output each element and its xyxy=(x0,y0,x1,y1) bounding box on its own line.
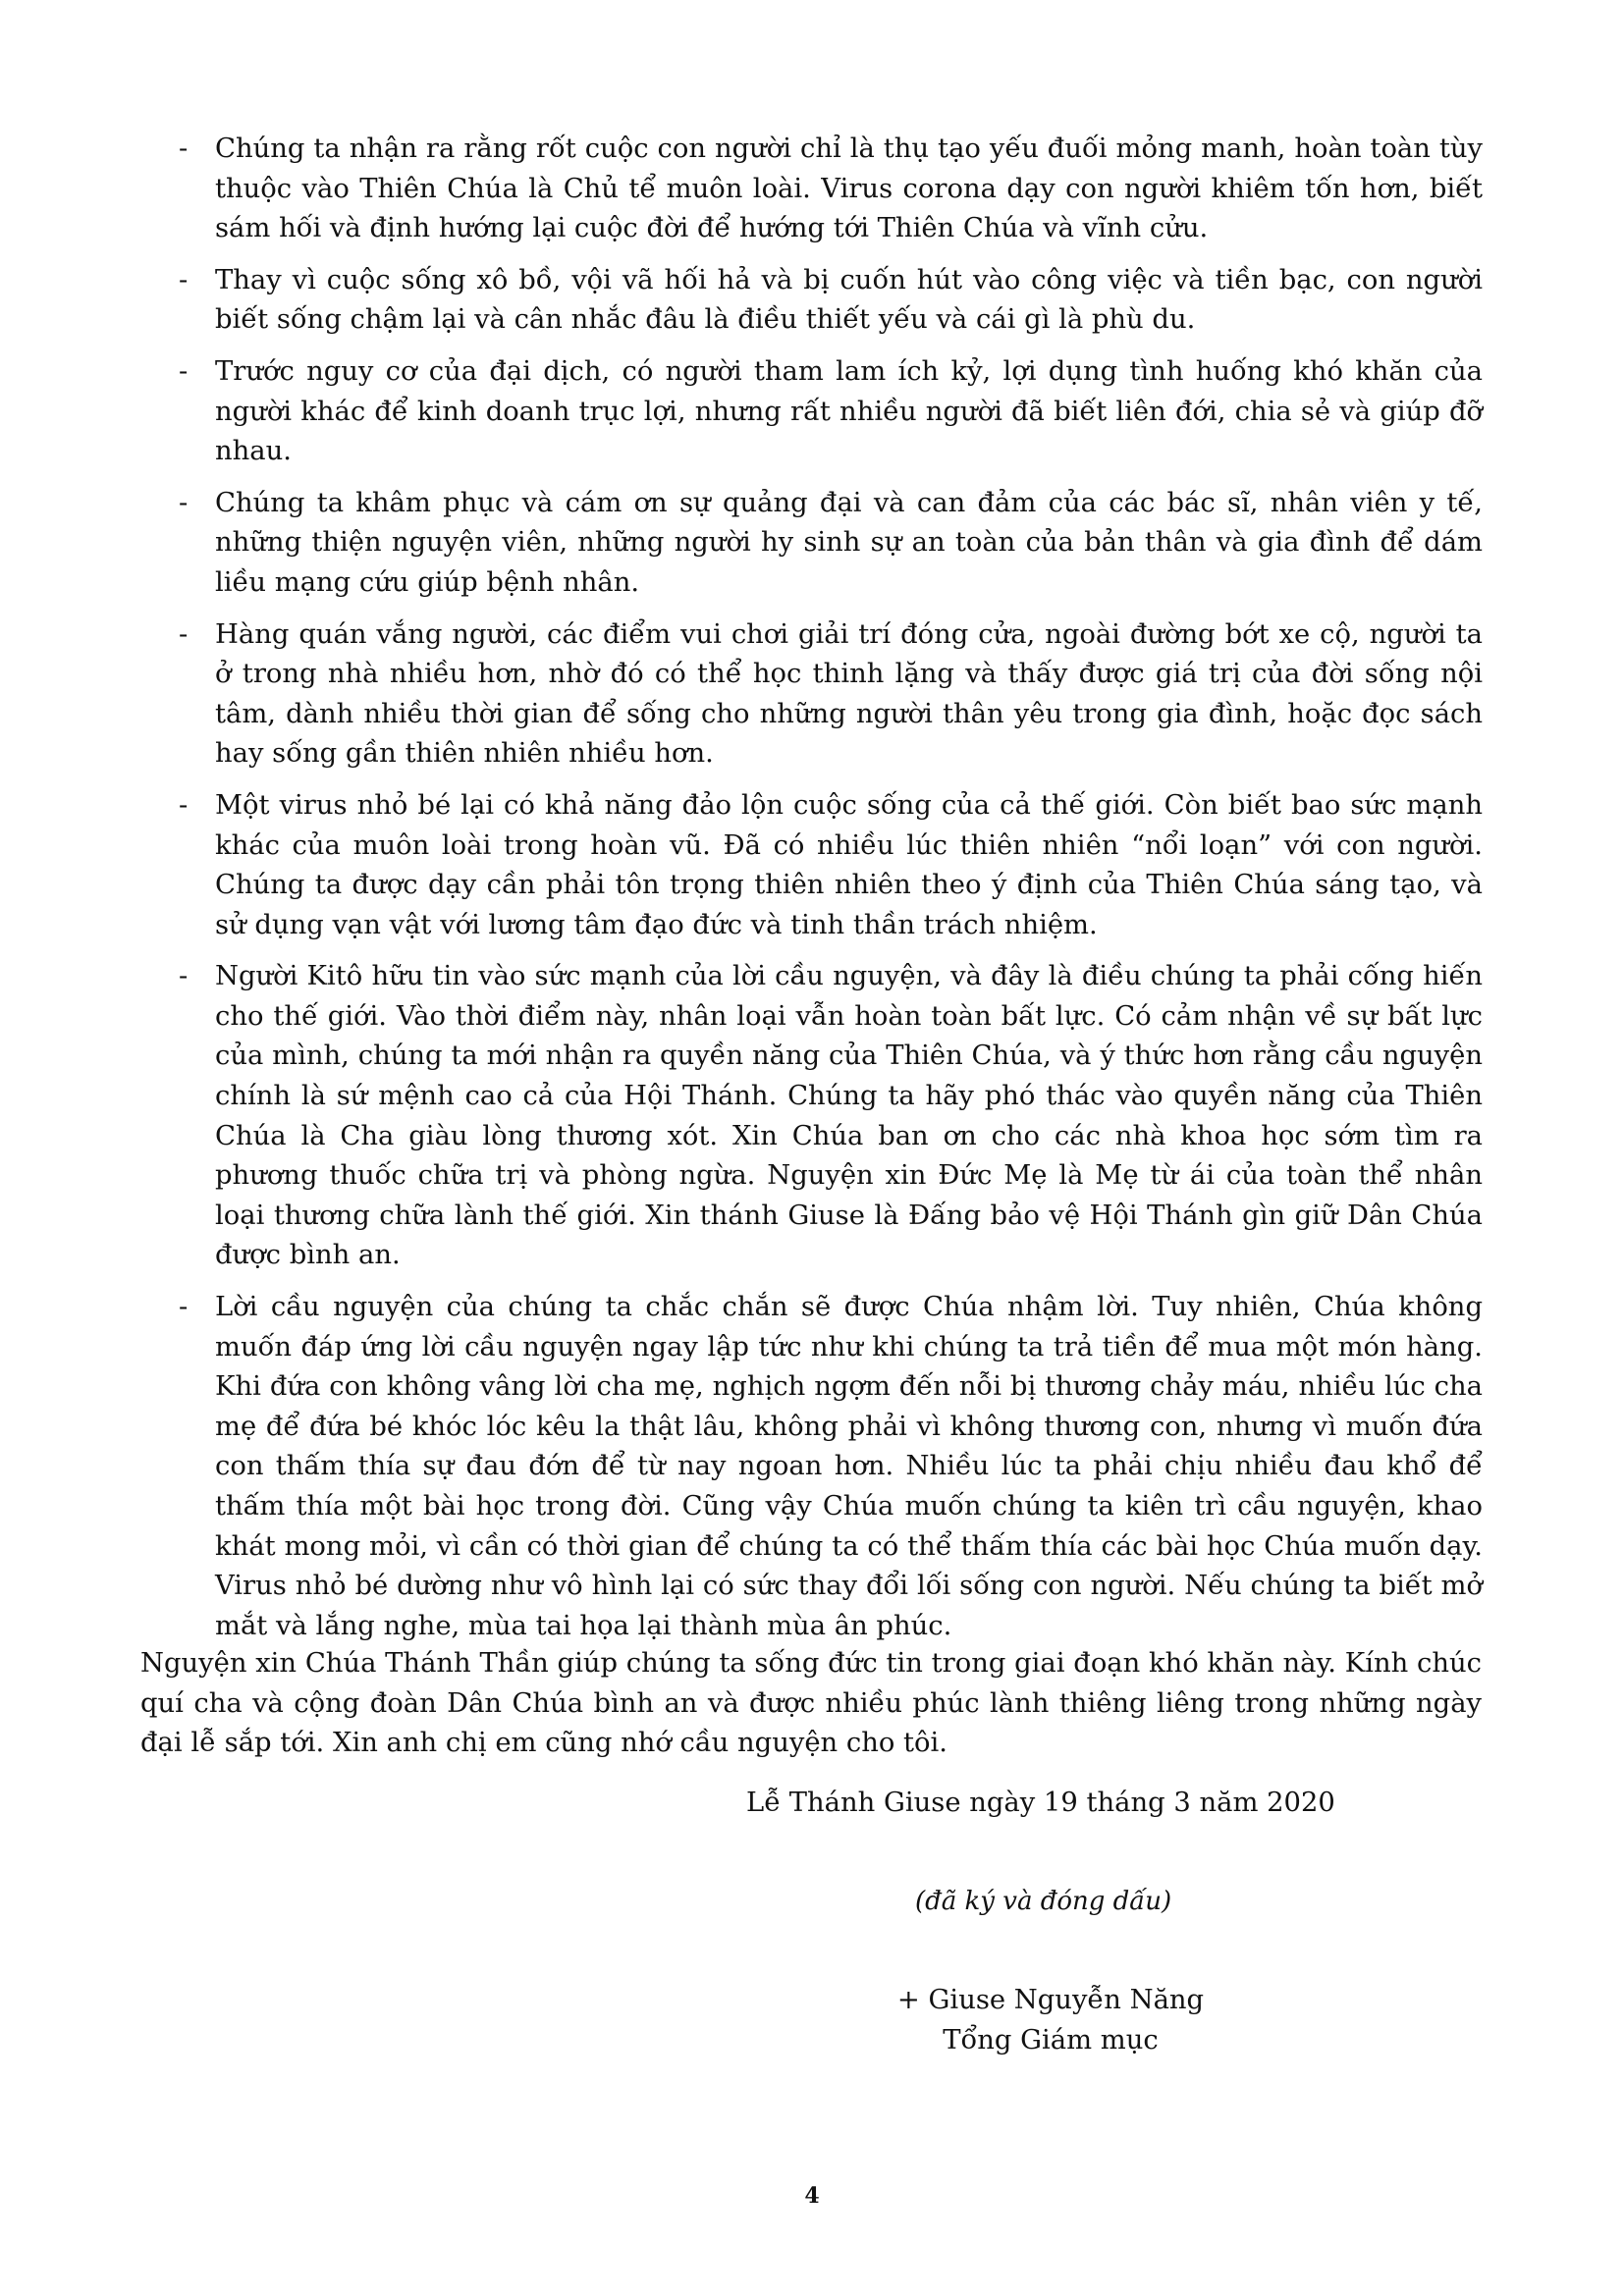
bullet-list xyxy=(169,130,1483,1658)
bullet-text: Chúng ta khâm phục và cám ơn sự quảng đại và can đảm của các bác sĩ, nhân viên y tế, những thiện nguyện viên, những người hy sinh sự an toàn của bản thân và gia đình để dám liều mạng cứu giúp bệnh nhân. xyxy=(215,487,1483,598)
bullet-dash: - xyxy=(179,1292,189,1323)
bullet-text: Lời cầu nguyện của chúng ta chắc chắn sẽ được Chúa nhậm lời. Tuy nhiên, Chúa không muốn đáp ứng lời cầu nguyện ngay lập tức như khi chúng ta trả tiền để mua một món hàng. Khi đứa con không vâng lời cha mẹ, nghịch ngợm đến nỗi bị thương chảy máu, nhiều lúc cha mẹ để đứa bé khóc lóc kêu la thật lâu, không phải vì không thương con, nhưng vì muốn đứa con thấm thía sự đau đớn để từ nay ngoan hơn. Nhiều lúc ta phải chịu nhiều đau khổ để thấm thía một bài học trong đời. Cũng vậy Chúa muốn chúng ta kiên trì cầu nguyện, khao khát mong mỏi, vì cần có thời gian để chúng ta có thể thấm thía các bài học Chúa muốn dạy. Virus nhỏ bé dường như vô hình lại có sức thay đổi lối sống con người. Nếu chúng ta biết mở mắt và lắng nghe, mùa tai họa lại thành mùa ân phúc. xyxy=(215,1292,1483,1641)
bullet-dash: - xyxy=(179,264,189,295)
list-item xyxy=(169,352,1483,472)
signatory-name: + Giuse Nguyễn Năng xyxy=(896,1985,1205,2015)
signatory-title: Tổng Giám mục xyxy=(943,2024,1159,2056)
bullet-text: Một virus nhỏ bé lại có khả năng đảo lộn cuộc sống của cả thế giới. Còn biết bao sức mạnh khác của muôn loài trong hoàn vũ. Đã có nhiều lúc thiên nhiên “nổi loạn” với con người. Chúng ta được dạy cần phải tôn trọng thiên nhiên theo ý định của Thiên Chúa sáng tạo, và sử dụng vạn vật với lương tâm đạo đức và tinh thần trách nhiệm. xyxy=(215,789,1483,940)
list-item xyxy=(169,615,1483,774)
bullet-text: Hàng quán vắng người, các điểm vui chơi giải trí đóng cửa, ngoài đường bớt xe cộ, người ta ở trong nhà nhiều hơn, nhờ đó có thể học thinh lặng và thấy được giá trị của đời sống nội tâm, dành nhiều thời gian để sống cho những người thân yêu trong gia đình, hoặc đọc sách hay sống gần thiên nhiên nhiều hơn. xyxy=(215,618,1483,770)
list-item xyxy=(169,130,1483,249)
bullet-text: Thay vì cuộc sống xô bồ, vội vã hối hả và bị cuốn hút vào công việc và tiền bạc, con người biết sống chậm lại và cân nhắc đâu là điều thiết yếu và cái gì là phù du. xyxy=(215,264,1483,336)
list-item xyxy=(169,1288,1483,1646)
bullet-dash: - xyxy=(179,961,189,992)
signed-and-sealed-note: (đã ký và đóng dấu) xyxy=(915,1887,1172,1916)
list-item xyxy=(169,957,1483,1276)
bullet-text: Trước nguy cơ của đại dịch, có người tham lam ích kỷ, lợi dụng tình huống khó khăn của người khác để kinh doanh trục lợi, nhưng rất nhiều người đã biết liên đới, chia sẻ và giúp đỡ nhau. xyxy=(215,355,1483,467)
bullet-dash: - xyxy=(179,789,189,821)
bullet-text: Chúng ta nhận ra rằng rốt cuộc con người chỉ là thụ tạo yếu đuối mỏng manh, hoàn toàn tùy thuộc vào Thiên Chúa là Chủ tể muôn loài. Virus corona dạy con người khiêm tốn hơn, biết sám hối và định hướng lại cuộc đời để hướng tới Thiên Chúa và vĩnh cửu. xyxy=(215,133,1483,244)
bullet-text: Người Kitô hữu tin vào sức mạnh của lời cầu nguyện, và đây là điều chúng ta phải cống hiến cho thế giới. Vào thời điểm này, nhân loại vẫn hoàn toàn bất lực. Có cảm nhận về sự bất lực của mình, chúng ta mới nhận ra quyền năng của Thiên Chúa, và ý thức hơn rằng cầu nguyện chính là sứ mệnh cao cả của Hội Thánh. Chúng ta hãy phó thác vào quyền năng của Thiên Chúa là Cha giàu lòng thương xót. Xin Chúa ban ơn cho các nhà khoa học sớm tìm ra phương thuốc chữa trị và phòng ngừa. Nguyện xin Đức Mẹ là Mẹ từ ái của toàn thể nhân loại thương chữa lành thế giới. Xin thánh Giuse là Đấng bảo vệ Hội Thánh gìn giữ Dân Chúa được bình an. xyxy=(215,961,1483,1271)
bullet-dash: - xyxy=(179,487,189,518)
dateline: Lễ Thánh Giuse ngày 19 tháng 3 năm 2020 xyxy=(746,1788,1335,1818)
list-item xyxy=(169,261,1483,341)
closing-paragraph: Nguyện xin Chúa Thánh Thần giúp chúng ta sống đức tin trong giai đoạn khó khăn này. Kính chúc quí cha và cộng đoàn Dân Chúa bình an và được nhiều phúc lành thiêng liêng trong những ngày đại lễ sắp tới. Xin anh chị em cũng nhớ cầu nguyện cho tôi. xyxy=(140,1648,1482,1759)
bullet-dash: - xyxy=(179,355,189,387)
bullet-dash: - xyxy=(179,133,189,164)
signature-block xyxy=(864,1981,1237,2060)
bullet-dash: - xyxy=(179,618,189,650)
page-number: 4 xyxy=(804,2183,820,2209)
list-item xyxy=(169,786,1483,945)
list-item xyxy=(169,484,1483,604)
